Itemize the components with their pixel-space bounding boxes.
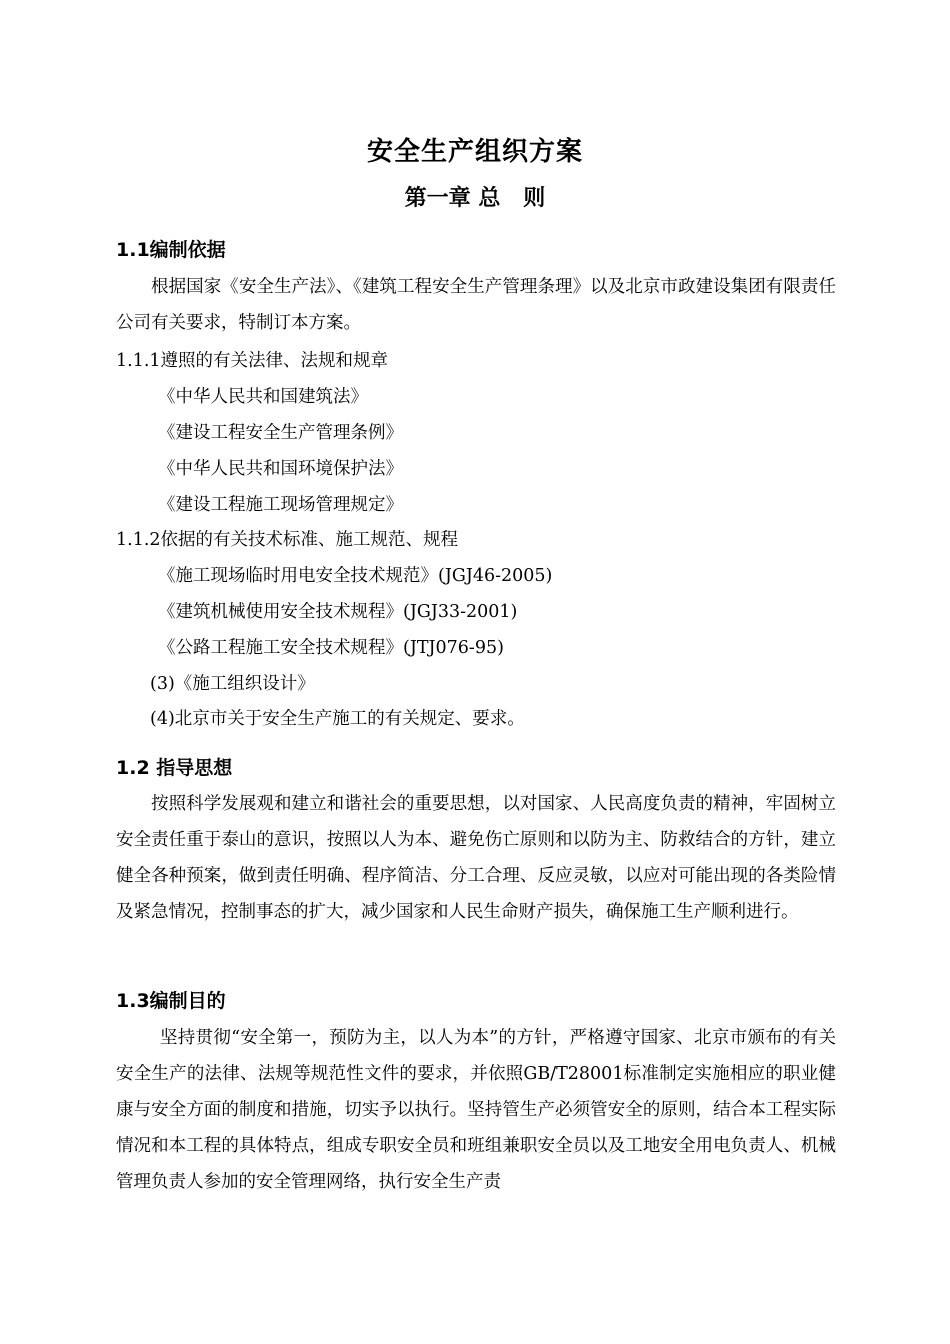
section-1-1-intro: 根据国家《安全生产法》、《建筑工程安全生产管理条理》以及北京市政建设集团有限责任公司有关要求，特制订本方案。	[116, 277, 836, 333]
standard-item: 《建筑机械使用安全技术规程》(JGJ33-2001)	[158, 602, 518, 622]
section-heading-1-2: 1.2 指导思想	[116, 757, 233, 779]
law-item: 《建设工程施工现场管理规定》	[158, 495, 403, 515]
section-1-2-body: 按照科学发展观和建立和谐社会的重要思想，以对国家、人民高度负责的精神，牢固树立安全责任重于泰山的意识，按照以人为本、避免伤亡原则和以防为主、防救结合的方针，建立健全各种预案，做到责任明确、程序简洁、分工合理、反应灵敏，以应对可能出现的各类险情及紧急情况，控制事态的扩大，减少国家和人民生命财产损失，确保施工生产顺利进行。	[116, 794, 836, 922]
numbered-item: (3)《施工组织设计》	[150, 674, 315, 694]
standard-item: 《施工现场临时用电安全技术规范》(JGJ46-2005)	[158, 566, 553, 586]
section-heading-1-3: 1.3编制目的	[116, 990, 226, 1012]
law-item: 《中华人民共和国环境保护法》	[158, 459, 403, 479]
subsection-heading-1-1-2: 1.1.2依据的有关技术标准、施工规范、规程	[116, 530, 459, 550]
law-item: 《建设工程安全生产管理条例》	[158, 423, 403, 443]
section-heading-1-1: 1.1编制依据	[116, 239, 226, 261]
section-1-3-body: 坚持贯彻“安全第一，预防为主，以人为本”的方针，严格遵守国家、北京市颁布的有关安全生产的法律、法规等规范性文件的要求，并依照GB/T28001标准制定实施相应的职业健康与安全方面的制度和措施，切实予以执行。坚持管生产必须管安全的原则，结合本工程实际情况和本工程的具体特点，组成专职安全员和班组兼职安全员以及工地安全用电负责人、机械管理负责人参加的安全管理网络，执行安全生产责	[116, 1028, 836, 1192]
chapter-heading: 第一章 总 则	[404, 186, 546, 211]
standard-item: 《公路工程施工安全技术规程》(JTJ076-95)	[158, 638, 504, 658]
document-title: 安全生产组织方案	[366, 137, 583, 167]
numbered-item: (4)北京市关于安全生产施工的有关规定、要求。	[150, 709, 525, 729]
subsection-heading-1-1-1: 1.1.1遵照的有关法律、法规和规章	[116, 351, 389, 371]
law-item: 《中华人民共和国建筑法》	[158, 387, 368, 407]
